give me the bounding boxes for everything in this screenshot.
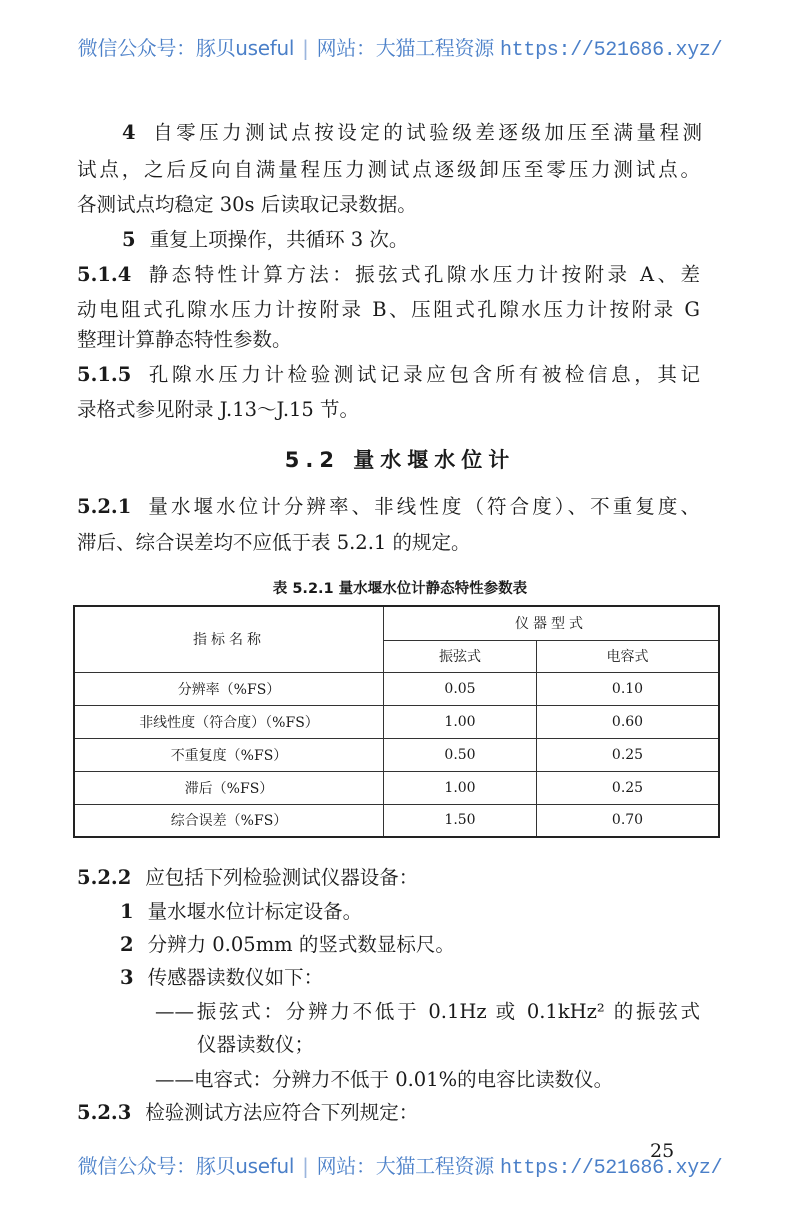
clause-number: 5.2.3 bbox=[77, 1101, 132, 1124]
page-number: 25 bbox=[650, 1140, 675, 1162]
watermark-url: https://521686.xyz/ bbox=[499, 1157, 723, 1180]
text-line bbox=[120, 900, 362, 924]
clause-number: 5.2.2 bbox=[77, 866, 132, 889]
text-line bbox=[77, 531, 471, 555]
clause-number: 5.1.5 bbox=[77, 363, 132, 386]
text-line bbox=[120, 966, 323, 990]
table-caption: 表 5.2.1 量水堰水位计静态特性参数表 bbox=[272, 581, 528, 597]
text-line bbox=[77, 263, 700, 287]
watermark-wechat: 微信公众号：豚贝useful bbox=[77, 1154, 295, 1178]
watermark-separator: | bbox=[302, 1154, 309, 1178]
clause-text: ——电容式：分辨力不低于 0.01%的电容比读数仪。 bbox=[155, 1068, 614, 1091]
watermark-separator: | bbox=[302, 36, 309, 60]
clause-number: 2 bbox=[120, 933, 134, 956]
clause-text: 仪器读数仪； bbox=[197, 1033, 315, 1056]
clause-text: ——振弦式：分辨力不低于 0.1Hz 或 0.1kHz² 的振弦式 bbox=[155, 1000, 700, 1023]
table-row bbox=[74, 804, 719, 837]
sub-header-vibrating-wire: 振弦式 bbox=[384, 640, 537, 672]
text-line bbox=[77, 298, 700, 322]
clause-text: 录格式参见附录 J.13～J.15 节。 bbox=[77, 398, 360, 421]
cell-name: 分辨率（%FS） bbox=[74, 672, 384, 705]
text-line bbox=[77, 328, 292, 352]
clause-text: 传感器读数仪如下： bbox=[147, 966, 324, 989]
cell-a: 1.00 bbox=[384, 705, 537, 738]
text-line bbox=[120, 933, 455, 957]
clause-text: 整理计算静态特性参数。 bbox=[77, 328, 292, 351]
text-line bbox=[122, 228, 408, 252]
text-line bbox=[77, 158, 700, 182]
clause-text: 分辨力 0.05mm 的竖式数显标尺。 bbox=[147, 933, 455, 956]
cell-b: 0.70 bbox=[537, 804, 720, 837]
text-line bbox=[122, 121, 702, 145]
table-row bbox=[74, 672, 719, 705]
text-line bbox=[77, 363, 700, 387]
text-line bbox=[77, 495, 700, 519]
cell-name: 非线性度（符合度）（%FS） bbox=[74, 705, 384, 738]
watermark-site: 网站：大猫工程资源 bbox=[316, 36, 494, 60]
cell-name: 滞后（%FS） bbox=[74, 771, 384, 804]
clause-text: 滞后、综合误差均不应低于表 5.2.1 的规定。 bbox=[77, 531, 471, 554]
text-line bbox=[155, 1000, 700, 1024]
clause-text: 试点，之后反向自满量程压力测试点逐级卸压至零压力测试点。 bbox=[77, 158, 700, 181]
text-line bbox=[77, 1101, 418, 1125]
clause-text: 自零压力测试点按设定的试验级差逐级加压至满量程测 bbox=[149, 121, 702, 144]
cell-a: 1.50 bbox=[384, 804, 537, 837]
cell-name: 综合误差（%FS） bbox=[74, 804, 384, 837]
clause-text: 动电阻式孔隙水压力计按附录 B、压阻式孔隙水压力计按附录 G bbox=[77, 298, 700, 321]
clause-number: 4 bbox=[122, 121, 136, 144]
cell-a: 1.00 bbox=[384, 771, 537, 804]
clause-text: 检验测试方法应符合下列规定： bbox=[145, 1101, 419, 1124]
watermark-bottom bbox=[0, 1150, 800, 1180]
clause-number: 5.2.1 bbox=[77, 495, 132, 518]
text-line bbox=[77, 193, 417, 217]
cell-a: 0.05 bbox=[384, 672, 537, 705]
col-header-indicator: 指标名称 bbox=[74, 606, 384, 672]
clause-text: 量水堰水位计标定设备。 bbox=[147, 900, 363, 923]
table-row bbox=[74, 771, 719, 804]
sub-header-capacitive: 电容式 bbox=[537, 640, 720, 672]
text-line bbox=[77, 398, 359, 422]
group-header-instrument-type: 仪器型式 bbox=[384, 606, 720, 640]
clause-text: 各测试点均稳定 30s 后读取记录数据。 bbox=[77, 193, 417, 216]
parameter-table bbox=[73, 605, 720, 838]
watermark-site: 网站：大猫工程资源 bbox=[316, 1154, 494, 1178]
cell-b: 0.25 bbox=[537, 738, 720, 771]
clause-text: 量水堰水位计分辨率、非线性度（符合度）、不重复度、 bbox=[145, 495, 700, 518]
clause-text: 应包括下列检验测试仪器设备： bbox=[145, 866, 419, 889]
watermark-wechat: 微信公众号：豚贝useful bbox=[77, 36, 295, 60]
text-line bbox=[77, 866, 418, 890]
cell-b: 0.25 bbox=[537, 771, 720, 804]
clause-text: 静态特性计算方法：振弦式孔隙水压力计按附录 A、差 bbox=[145, 263, 700, 286]
watermark-top bbox=[0, 32, 800, 62]
table-row bbox=[74, 705, 719, 738]
cell-b: 0.60 bbox=[537, 705, 720, 738]
clause-text: 重复上项操作，共循环 3 次。 bbox=[149, 228, 409, 251]
clause-number: 1 bbox=[120, 900, 134, 923]
text-line bbox=[197, 1033, 314, 1057]
clause-number: 3 bbox=[120, 966, 134, 989]
clause-number: 5 bbox=[122, 228, 136, 251]
cell-a: 0.50 bbox=[384, 738, 537, 771]
clause-number: 5.1.4 bbox=[77, 263, 132, 286]
watermark-url: https://521686.xyz/ bbox=[499, 39, 723, 62]
table-row bbox=[74, 738, 719, 771]
text-line bbox=[155, 1068, 613, 1092]
section-heading: 5.2 量水堰水位计 bbox=[284, 448, 516, 472]
cell-name: 不重复度（%FS） bbox=[74, 738, 384, 771]
clause-text: 孔隙水压力计检验测试记录应包含所有被检信息，其记 bbox=[145, 363, 700, 386]
cell-b: 0.10 bbox=[537, 672, 720, 705]
